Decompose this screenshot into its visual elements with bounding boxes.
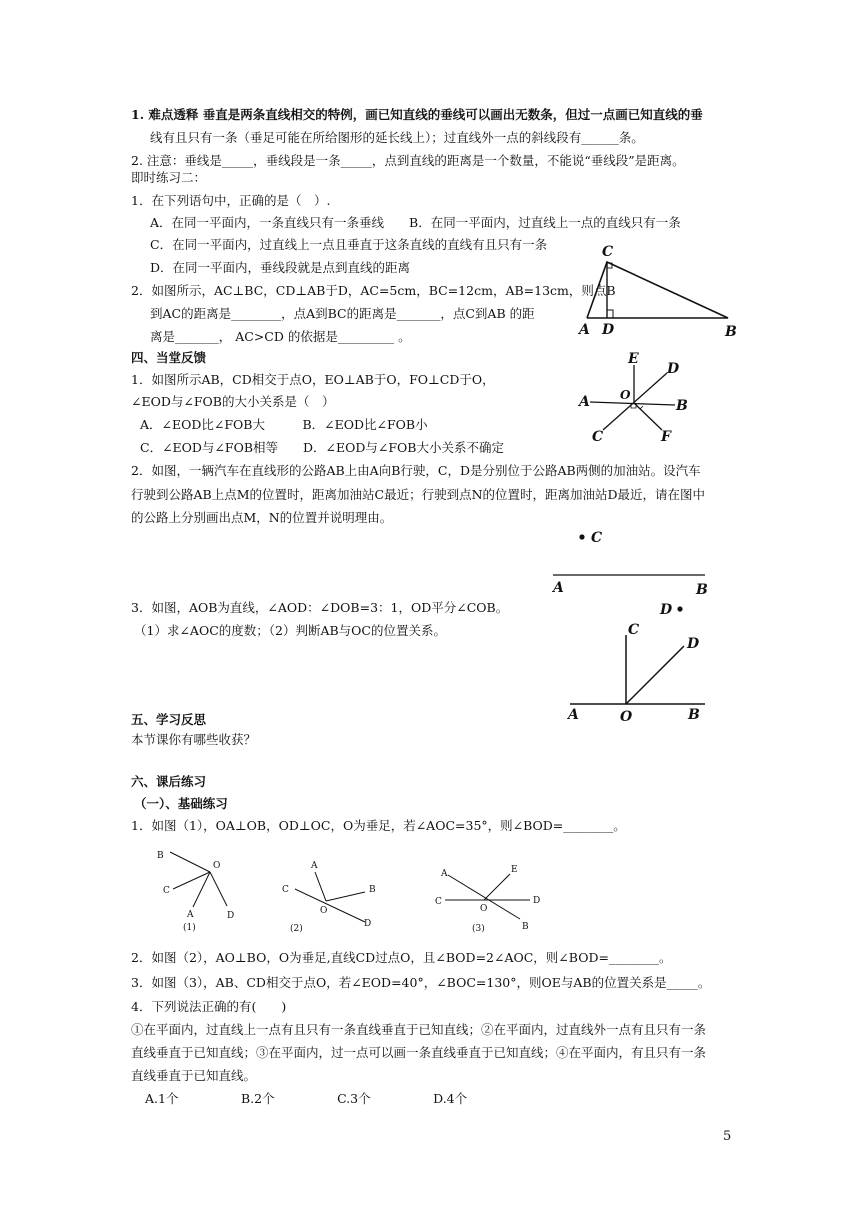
label-e: E <box>511 865 518 875</box>
figure-small-3 <box>425 855 550 940</box>
text-line: 的公路上分别画出点M，N的位置并说明理由。 <box>131 510 393 525</box>
label-d: D <box>227 911 235 921</box>
label-b: B <box>157 851 164 861</box>
text-line: 3．如图（3），AB、CD相交于点O，若∠EOD=40°，∠BOC=130°，则OE与AB的位置关系是_____。 <box>131 975 711 990</box>
text-line: 本节课你有哪些收获？ <box>131 732 257 747</box>
label-c: C <box>163 886 170 896</box>
caption: (3) <box>472 924 485 934</box>
text-line: 3．如图，AOB为直线，∠AOD：∠DOB=3：1，OD平分∠COB。 <box>131 600 509 615</box>
label-o: O <box>320 906 328 916</box>
text-line: 1. 难点透释 垂直是两条直线相交的特例，画已知直线的垂线可以画出无数条，但过一点画已知直线的垂 <box>131 107 703 122</box>
text-line: ①在平面内，过直线上一点有且只有一条直线垂直于已知直线；②在平面内，过直线外一点有且只有一条 <box>131 1022 707 1037</box>
text-line: 1．如图（1），OA⊥OB，OD⊥OC，O为垂足，若∠AOC=35°，则∠BOD=________。 <box>131 818 626 833</box>
text-line: A．在同一平面内，一条直线只有一条垂线 B．在同一平面内，过直线上一点的直线只有一条 <box>150 215 681 230</box>
page-number: 5 <box>723 1129 732 1144</box>
label-c: C <box>591 530 603 546</box>
caption: (1) <box>183 923 196 933</box>
section-heading: （一）、基础练习 <box>134 796 228 811</box>
text-line: A．∠EOD比∠FOB大 B．∠EOD比∠FOB小 <box>140 417 428 432</box>
text-line: 1．在下列语句中，正确的是（ ）. <box>131 193 331 208</box>
label-o: O <box>620 388 631 402</box>
label-d: D <box>660 602 673 618</box>
label-b: B <box>688 707 700 723</box>
label-a: A <box>553 580 564 596</box>
text-line: 2．如图所示，AC⊥BC，CD⊥AB于D，AC=5cm，BC=12cm，AB=13cm，则点B <box>131 283 616 298</box>
label-c: C <box>282 885 289 895</box>
text-line: 2．如图（2），AO⊥BO，O为垂足,直线CD过点O，且∠BOD=2∠AOC，则∠BOD=________。 <box>131 950 672 965</box>
label-f: F <box>661 429 671 445</box>
label-o: O <box>480 904 488 914</box>
figure-triangle <box>570 240 750 345</box>
label-a: A <box>311 861 318 871</box>
text-line: 行驶到公路AB上点M的位置时，距离加油站C最近；行驶到点N的位置时，距离加油站D最近，请在图中 <box>131 487 706 502</box>
label-b: B <box>725 324 737 340</box>
label-b: B <box>369 885 376 895</box>
label-b: B <box>522 922 529 932</box>
caption: (2) <box>290 924 303 934</box>
label-d: D <box>364 919 372 929</box>
text-line: 1．如图所示AB，CD相交于点O，EO⊥AB于O，FO⊥CD于O， <box>131 372 495 387</box>
label-a: A <box>579 322 590 338</box>
text-line: 线有且只有一条（垂足可能在所给图形的延长线上）；过直线外一点的斜线段有______条。 <box>150 130 644 145</box>
label-c: C <box>592 429 604 445</box>
figure-intersecting-lines <box>575 345 695 450</box>
text-line: 到AC的距离是________，点A到BC的距离是_______，点C到AB 的距 <box>150 306 535 321</box>
label-o: O <box>620 709 633 725</box>
figure-small-2 <box>275 855 385 940</box>
text-line: 直线垂直于已知直线；③在平面内，过一点可以画一条直线垂直于已知直线；④在平面内，有且只有一条 <box>131 1045 707 1060</box>
label-d: D <box>687 636 700 652</box>
text-line: 4．下列说法正确的有( ) <box>131 999 287 1014</box>
text-line: ∠EOD与∠FOB的大小关系是（ ） <box>131 394 335 409</box>
text-line: 离是_______， AC>CD 的依据是_________ 。 <box>150 329 411 344</box>
label-d: D <box>602 322 615 338</box>
text-line: C．在同一平面内，过直线上一点且垂直于这条直线的直线有且只有一条 <box>150 237 548 252</box>
label-a: A <box>568 707 579 723</box>
label-d: D <box>667 361 680 377</box>
label-c: C <box>628 622 640 638</box>
label-c: C <box>602 244 614 260</box>
label-a: A <box>579 394 590 410</box>
figure-small-1 <box>150 845 245 935</box>
label-c: C <box>435 897 442 907</box>
text-line: 直线垂直于已知直线。 <box>131 1068 257 1083</box>
text-line: 2. 注意：垂线是_____，垂线段是一条_____，点到直线的距离是一个数量，不能说“垂线段”是距离。 <box>131 153 685 168</box>
label-b: B <box>676 398 688 414</box>
text-line: （1）求∠AOC的度数；（2）判断AB与OC的位置关系。 <box>134 623 446 638</box>
section-heading: 四、当堂反馈 <box>131 350 207 365</box>
label-a: A <box>187 910 194 920</box>
text-line: D．在同一平面内，垂线段就是点到直线的距离 <box>150 260 411 275</box>
label-d: D <box>533 896 541 906</box>
section-heading: 六、课后练习 <box>131 774 207 789</box>
text-line: C．∠EOD与∠FOB相等 D．∠EOD与∠FOB大小关系不确定 <box>140 440 504 455</box>
text-line: 即时练习二： <box>131 170 207 185</box>
label-b: B <box>696 582 708 598</box>
text-line: A.1个 B.2个 C.3个 D.4个 <box>145 1091 468 1106</box>
figure-road <box>545 525 715 618</box>
label-o: O <box>213 861 221 871</box>
section-heading: 五、学习反思 <box>131 712 207 727</box>
text-line: 2．如图，一辆汽车在直线形的公路AB上由A向B行驶，C，D是分别位于公路AB两侧的加油站。设汽车 <box>131 463 701 478</box>
label-a: A <box>441 869 448 879</box>
figure-angle <box>560 615 710 725</box>
label-e: E <box>628 351 639 367</box>
